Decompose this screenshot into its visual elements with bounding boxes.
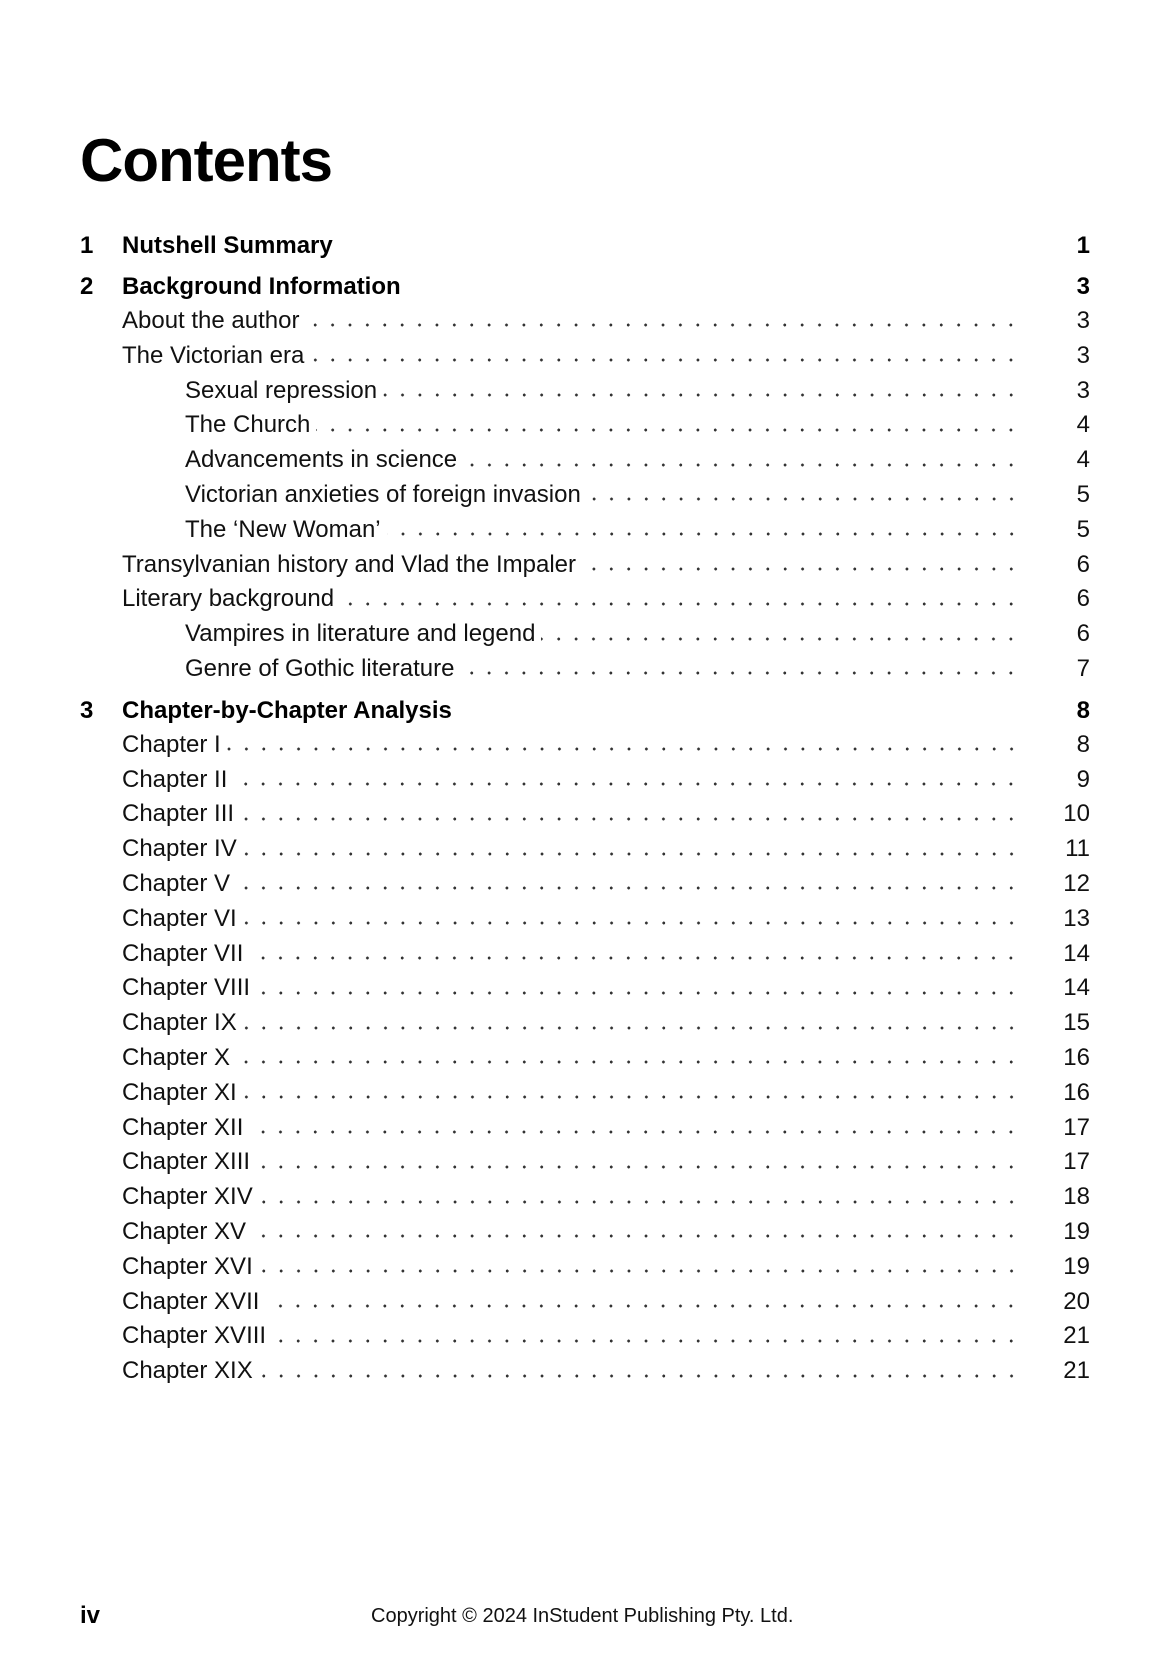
entry-title: The Victorian era — [122, 341, 305, 369]
entry-page-number: 19 — [1063, 1217, 1090, 1245]
entry-title: Chapter III — [122, 800, 235, 828]
page-number: iv — [80, 1602, 101, 1629]
dot-leader — [463, 463, 1020, 467]
toc-entry — [80, 1215, 1090, 1250]
toc-entry — [80, 304, 1090, 339]
entry-title: Chapter I — [122, 730, 221, 758]
toc-entry — [80, 1076, 1090, 1111]
entry-title: Chapter XIV — [122, 1183, 253, 1211]
entry-page-number: 17 — [1063, 1148, 1090, 1176]
dot-leader — [233, 782, 1020, 786]
entry-page-number: 3 — [1076, 307, 1090, 334]
toc-entry — [80, 971, 1090, 1006]
dot-leader — [227, 747, 1020, 751]
dot-leader — [305, 323, 1020, 327]
toc-entry — [80, 1041, 1090, 1076]
entry-page-number: 4 — [1076, 411, 1090, 439]
entry-page-number: 7 — [1076, 654, 1090, 682]
toc-entry — [80, 797, 1090, 832]
section-title: Nutshell Summary — [122, 232, 333, 259]
dot-leader — [249, 956, 1020, 960]
entry-title: Transylvanian history and Vlad the Impaler — [122, 550, 577, 578]
entry-page-number: 21 — [1063, 1322, 1090, 1350]
entry-page-number: 18 — [1063, 1183, 1090, 1211]
dot-leader — [259, 1200, 1020, 1204]
section-number: 3 — [80, 696, 94, 724]
toc-entry — [80, 1006, 1090, 1041]
toc-entry — [80, 617, 1090, 652]
dot-leader — [259, 1269, 1020, 1273]
section-title: Chapter-by-Chapter Analysis — [122, 696, 452, 724]
dot-leader — [340, 602, 1020, 606]
dot-leader — [243, 1095, 1020, 1099]
entry-page-number: 5 — [1076, 515, 1090, 543]
entry-title: Chapter X — [122, 1043, 231, 1071]
entry-title: Chapter VI — [122, 904, 237, 932]
page-title: Contents — [80, 127, 332, 194]
entry-page-number: 16 — [1063, 1043, 1090, 1071]
entry-page-number: 14 — [1063, 939, 1090, 967]
entry-title: Chapter XVI — [122, 1252, 253, 1280]
entry-page-number: 20 — [1063, 1287, 1090, 1315]
entry-title: Chapter V — [122, 869, 231, 897]
entry-title: Chapter IV — [122, 835, 237, 863]
dot-leader — [240, 817, 1020, 821]
entry-page-number: 21 — [1063, 1357, 1090, 1385]
dot-leader — [310, 358, 1020, 362]
entry-page-number: 4 — [1076, 446, 1090, 474]
entry-title: Chapter XIX — [122, 1357, 253, 1385]
dot-leader — [541, 637, 1020, 641]
entry-title: The ‘New Woman’ — [185, 515, 381, 543]
dot-leader — [256, 991, 1020, 995]
section-page-number: 3 — [1076, 273, 1090, 300]
toc-entry — [80, 548, 1090, 583]
entry-page-number: 9 — [1076, 765, 1090, 793]
entry-title: Chapter XI — [122, 1078, 237, 1106]
entry-page-number: 14 — [1063, 974, 1090, 1002]
dot-leader — [236, 886, 1020, 890]
entry-page-number: 16 — [1063, 1078, 1090, 1106]
toc-entry — [80, 1145, 1090, 1180]
toc-entry — [80, 937, 1090, 972]
toc-entry — [80, 832, 1090, 867]
entry-title: Sexual repression — [185, 376, 378, 404]
toc-entry — [80, 728, 1090, 763]
dot-leader — [460, 671, 1020, 675]
dot-leader — [252, 1234, 1020, 1238]
entry-title: Chapter IX — [122, 1009, 237, 1037]
dot-leader — [243, 852, 1020, 856]
dot-leader — [272, 1339, 1020, 1343]
entry-page-number: 6 — [1076, 585, 1090, 613]
entry-title: Chapter XII — [122, 1113, 244, 1141]
toc-entry — [80, 582, 1090, 617]
toc-entry — [80, 339, 1090, 374]
entry-page-number: 3 — [1076, 376, 1090, 404]
entry-page-number: 3 — [1076, 341, 1090, 369]
dot-leader — [265, 1304, 1020, 1308]
entry-title: Chapter XVII — [122, 1287, 260, 1315]
toc-section-heading — [80, 693, 1090, 728]
dot-leader — [243, 1026, 1020, 1030]
entry-page-number: 17 — [1063, 1113, 1090, 1141]
page-footer — [80, 1602, 1090, 1632]
entry-page-number: 19 — [1063, 1252, 1090, 1280]
entry-title: Chapter XIII — [122, 1148, 251, 1176]
toc-entry — [80, 1319, 1090, 1354]
entry-title: Vampires in literature and legend — [185, 620, 536, 648]
toc-section-heading — [80, 228, 1090, 263]
dot-leader — [582, 567, 1020, 571]
entry-title: Chapter XV — [122, 1217, 247, 1245]
toc-entry — [80, 478, 1090, 513]
dot-leader — [316, 428, 1020, 432]
toc-entry — [80, 1111, 1090, 1146]
entry-page-number: 10 — [1063, 800, 1090, 828]
entry-page-number: 11 — [1065, 835, 1090, 863]
entry-title: Chapter XVIII — [122, 1322, 267, 1350]
toc-entry — [80, 1285, 1090, 1320]
dot-leader — [587, 497, 1020, 501]
entry-page-number: 15 — [1063, 1009, 1090, 1037]
dot-leader — [387, 532, 1020, 536]
toc-entry — [80, 763, 1090, 798]
entry-page-number: 6 — [1076, 550, 1090, 578]
entry-title: Literary background — [122, 585, 335, 613]
toc-entry — [80, 1354, 1090, 1389]
entry-title: Genre of Gothic literature — [185, 654, 455, 682]
section-number: 2 — [80, 273, 94, 300]
toc-entry — [80, 408, 1090, 443]
dot-leader — [256, 1165, 1020, 1169]
entry-title: About the author — [122, 307, 300, 334]
dot-leader — [259, 1374, 1020, 1378]
entry-page-number: 8 — [1076, 730, 1090, 758]
toc-entry — [80, 374, 1090, 409]
entry-title: Advancements in science — [185, 446, 458, 474]
dot-leader — [383, 393, 1020, 397]
toc-entry — [80, 1250, 1090, 1285]
entry-title: Chapter VIII — [122, 974, 251, 1002]
toc-entry — [80, 867, 1090, 902]
toc-entry — [80, 902, 1090, 937]
dot-leader — [243, 921, 1020, 925]
section-title: Background Information — [122, 273, 401, 300]
toc-section-heading — [80, 269, 1090, 304]
entry-page-number: 12 — [1063, 869, 1090, 897]
entry-title: The Church — [185, 411, 311, 439]
dot-leader — [236, 1060, 1020, 1064]
section-number: 1 — [80, 232, 94, 259]
table-of-contents — [80, 228, 1090, 1389]
toc-entry — [80, 652, 1090, 687]
toc-entry — [80, 513, 1090, 548]
section-page-number: 1 — [1076, 232, 1090, 259]
copyright-notice: Copyright © 2024 InStudent Publishing Pty. Ltd. — [371, 1605, 794, 1627]
dot-leader — [249, 1130, 1020, 1134]
entry-title: Chapter VII — [122, 939, 244, 967]
toc-entry — [80, 1180, 1090, 1215]
section-page-number: 8 — [1076, 696, 1090, 724]
toc-entry — [80, 443, 1090, 478]
entry-page-number: 13 — [1063, 904, 1090, 932]
entry-page-number: 5 — [1076, 480, 1090, 508]
entry-page-number: 6 — [1076, 620, 1090, 648]
entry-title: Victorian anxieties of foreign invasion — [185, 480, 581, 508]
entry-title: Chapter II — [122, 765, 228, 793]
